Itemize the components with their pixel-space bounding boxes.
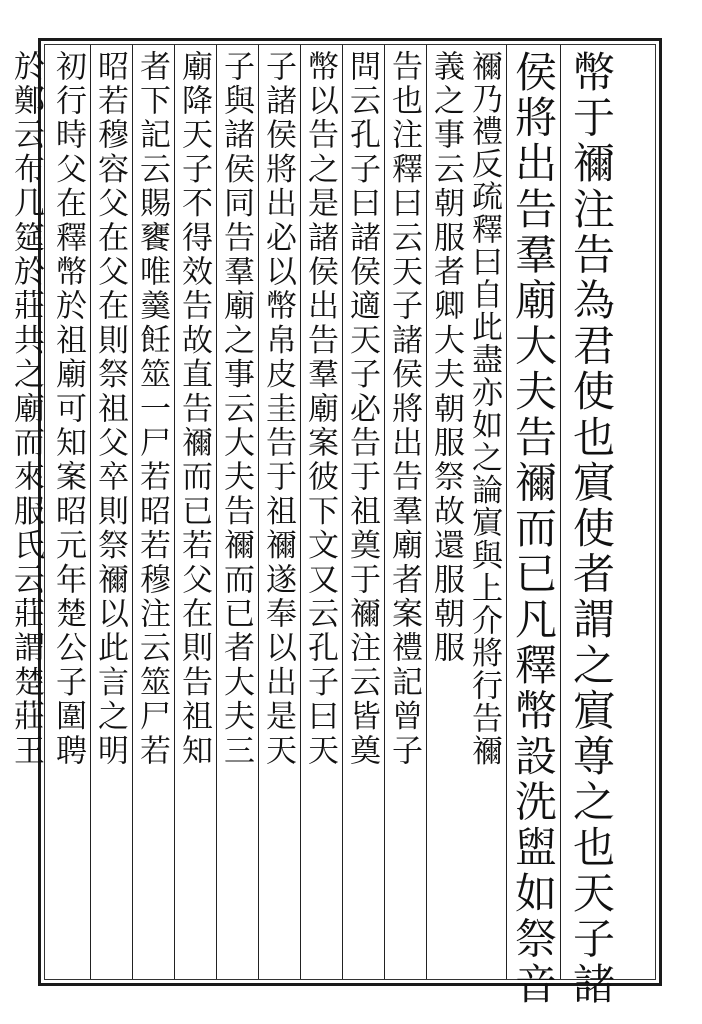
column-rule bbox=[426, 45, 427, 979]
column-rule bbox=[384, 45, 385, 979]
column-rule bbox=[90, 45, 91, 979]
text-column-6: 問云孔子曰諸侯適天子必告于祖奠于禰注云皆奠 bbox=[344, 50, 380, 769]
column-rule bbox=[258, 45, 259, 979]
text-column-1: 幣于禰注告為君使也賔使者謂之賔尊之也天子諸 bbox=[567, 50, 616, 1008]
text-column-12: 昭若穆容父在父在則祭祖父卒則祭禰以此言之明 bbox=[92, 50, 128, 769]
text-column-4: 義之事云朝服者卿大夫朝服祭故還服朝服 bbox=[428, 50, 464, 666]
text-column-11: 者下記云賜饔唯羹飪筮一尸若昭若穆注云筮尸若 bbox=[134, 50, 170, 769]
text-column-8: 子諸侯將出必以幣帛皮圭告于祖禰遂奉以出是天 bbox=[260, 50, 296, 769]
column-rule bbox=[216, 45, 217, 979]
text-column-7: 幣以告之是諸侯出告羣廟案彼下文又云孔子曰天 bbox=[302, 50, 338, 769]
text-column-14: 於鄭云布几筵於莊共之廟而來服氏云莊謂楚莊王 bbox=[8, 50, 44, 769]
text-column-10: 廟降天子不得效告故直告禰而已若父在則告祖知 bbox=[176, 50, 212, 769]
text-column-13: 初行時父在釋幣於祖廟可知案昭元年楚公子圍聘 bbox=[50, 50, 86, 769]
text-column-5: 告也注釋曰云天子諸侯將出告羣廟者案禮記曾子 bbox=[386, 50, 422, 769]
text-column-3: 禰乃禮反疏釋曰自此盡亦如之論賔與上介將行告禰 bbox=[466, 50, 502, 768]
column-rule bbox=[174, 45, 175, 979]
column-rule bbox=[506, 45, 507, 979]
text-column-9: 子與諸侯同告羣廟之事云大夫告禰而已者大夫三 bbox=[218, 50, 254, 769]
column-rule bbox=[560, 45, 561, 979]
column-rule bbox=[342, 45, 343, 979]
column-rule bbox=[300, 45, 301, 979]
text-column-2: 侯將出告羣廟大夫告禰而已凡釋幣設洗盥如祭音 bbox=[509, 50, 558, 1008]
column-rule bbox=[132, 45, 133, 979]
